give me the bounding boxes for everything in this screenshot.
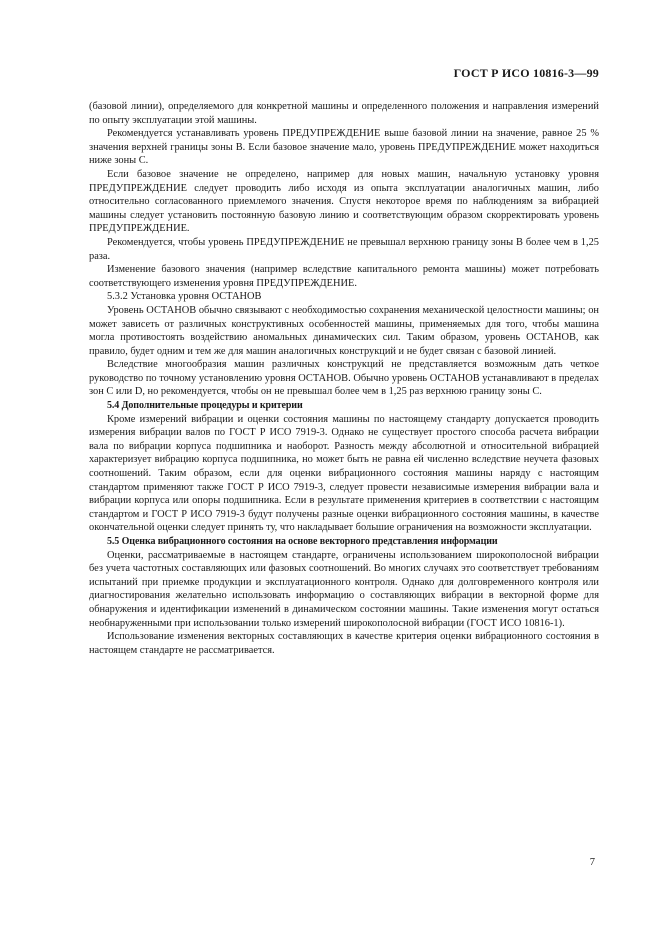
paragraph: Вследствие многообразия машин различных конструкций не представляется возможным дать четкое руководство по точному установлению уровня ОСТАНОВ. Обычно уровень ОСТАНОВ устанавливают в пределах зон С или D, но рекомендуется, чтобы он не превышал более чем в 1,25 раз верхнюю границу зоны С. — [89, 359, 599, 398]
subsection-heading: 5.3.2 Установка уровня ОСТАНОВ — [107, 291, 262, 303]
document-header: ГОСТ Р ИСО 10816-3—99 — [453, 66, 599, 80]
paragraph: Использование изменения векторных составляющих в качестве критерия оценки вибрационного состояния в настоящем стандарте не рассматривается. — [89, 631, 599, 656]
paragraph: Уровень ОСТАНОВ обычно связывают с необходимостью сохранения механической целостности машины; он может зависеть от различных конструктивных особенностей машины, применяемых для того, чтобы машина могла противостоять воздействию аномальных динамических сил. Таким образом, уровень ОСТАНОВ, как правило, будет одним и тем же для машин аналогичных конструкций и не будет связан с базовой линией. — [89, 304, 599, 357]
body-text — [89, 100, 599, 657]
paragraph: Рекомендуется устанавливать уровень ПРЕДУПРЕЖДЕНИЕ выше базовой линии на значение, равное 25 % значения верхней границы зоны В. Если базовое значение мало, уровень ПРЕДУПРЕЖДЕНИЕ может находиться ниже зоны С. — [89, 128, 599, 167]
page-number: 7 — [589, 857, 595, 868]
paragraph: Кроме измерений вибрации и оценки состояния машины по настоящему стандарту допускается проводить измерения вибрации валов по ГОСТ Р ИСО 7919-3. Однако не существует простого способа расчета вибрации вала по вибрации корпуса подшипника и наоборот. Разность между абсолютной и относительной вибрацией характеризует вибрацию корпуса подшипника, но может быть не равна ей численно вследствие неучета фазовых соотношений. Таким образом, если для оценки вибрационного состояния машины наряду с настоящим стандартом применяют также ГОСТ Р ИСО 7919-3, следует провести независимые измерения вибрации вала и вибрации корпуса или опоры подшипника. Если в результате применения критериев в соответствии с настоящим стандартом и ГОСТ Р ИСО 7919-3 будут получены разные оценки вибрационного состояния машины, в качестве окончательной оценки следует принять ту, что накладывает большие ограничения на возможности эксплуатации. — [89, 413, 599, 534]
paragraph: Изменение базового значения (например вследствие капитального ремонта машины) может потребовать соответствующего изменения уровня ПРЕДУПРЕЖДЕНИЕ. — [89, 264, 599, 289]
paragraph: Если базовое значение не определено, например для новых машин, начальную установку уровня ПРЕДУПРЕЖДЕНИЕ следует проводить либо исходя из опыта эксплуатации аналогичных машин, либо относительно согласованного приемлемого значения. Спустя некоторое время по наблюдениям за вибрацией машины следует установить постоянную базовую линию и соответствующим образом скорректировать уровень ПРЕДУПРЕЖДЕНИЕ. — [89, 168, 599, 235]
section-heading: 5.4 Дополнительные процедуры и критерии — [107, 400, 303, 412]
paragraph: Рекомендуется, чтобы уровень ПРЕДУПРЕЖДЕНИЕ не превышал верхнюю границу зоны В более чем в 1,25 раза. — [89, 236, 599, 262]
section-heading: 5.5 Оценка вибрационного состояния на основе векторного представления информации — [107, 536, 498, 547]
paragraph: Оценки, рассматриваемые в настоящем стандарте, ограничены использованием широкополосной вибрации без учета частотных составляющих или фазовых соотношений. Во многих случаях это соответствует требованиям испытаний при приемке продукции и эксплуатационного контроля. Однако для долговременного контроля или диагностирования желательно использовать информацию о составляющих вибрации в векторной форме для обнаружения и идентификации изменений в динамическом состоянии машины. Такие изменения могут остаться необнаруженными при использовании только измерений широкополосной вибрации (ГОСТ ИСО 10816-1). — [89, 549, 599, 629]
paragraph: (базовой линии), определяемого для конкретной машины и определенного положения и направления измерений по опыту эксплуатации этой машины. — [89, 101, 599, 126]
